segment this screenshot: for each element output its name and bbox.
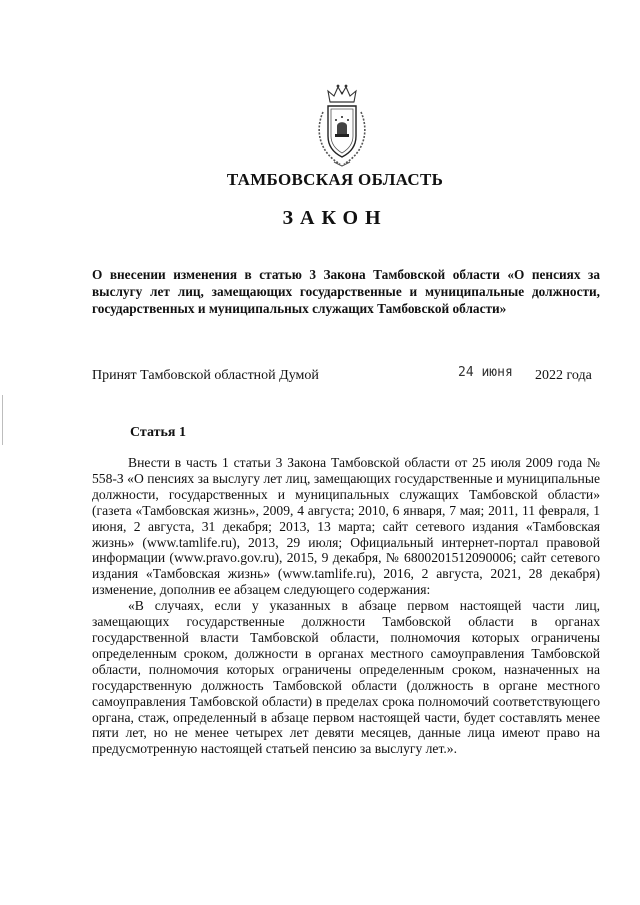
article-paragraph-1: Внести в часть 1 статьи 3 Закона Тамбовской области от 25 июля 2009 года № 558-З «О пенсиях за выслугу лет лиц, замещающих государственные и муниципальные должности, государственных и муниципальных служащих Тамбовской области» (газета «Тамбовская жизнь», 2009, 4 августа; 2010, 6 января, 7 мая; 2011, 11 февраля, 1 июня, 2 августа, 31 декабря; 2013, 13 марта; сайт сетевого издания «Тамбовская жизнь» (www.tamlife.ru), 2013, 29 июля; Официальный интернет-портал правовой информации (www.pravo.gov.ru), 2015, 9 декабря, № 6800201512090006; сайт сетевого издания «Тамбовская жизнь» (www.tamlife.ru), 2016, 2 августа, 2021, 28 декабря) изменение, дополнив ее абзацем следующего содержания: bbox=[92, 455, 600, 598]
adopted-by-text: Принят Тамбовской областной Думой bbox=[92, 368, 319, 383]
adoption-date: 24 июня bbox=[458, 365, 513, 380]
region-title: ТАМБОВСКАЯ ОБЛАСТЬ bbox=[226, 170, 444, 189]
law-title: О внесении изменения в статью 3 Закона Тамбовской области «О пенсиях за выслугу лет лиц, замещающих государственные и муниципальные должности, государственных и муниципальных служащих Тамбовской области» bbox=[92, 267, 600, 316]
article-paragraph-2: «В случаях, если у указанных в абзаце первом настоящей части лиц, замещающих государственные должности Тамбовской области в органах государственной власти Тамбовской области, полномочия которых ограничены определенным сроком, должности в органах местного самоуправления Тамбовской области, полномочия которых ограничены определенным сроком, назначенных на государственную должность Тамбовской области (должность в органе местного самоуправления Тамбовской области) в пределах срока полномочий соответствующего органа, стаж, определенный в абзаце первом настоящей части, будет составлять менее пяти лет, но не менее четырех лет девяти месяцев, данные лица имеют право на предусмотренную настоящей статьей пенсию за выслугу лет.». bbox=[92, 598, 600, 757]
scan-margin-mark bbox=[2, 395, 3, 445]
document-type: ЗАКОН bbox=[282, 207, 388, 229]
article-body bbox=[92, 455, 600, 757]
adoption-year: 2022 года bbox=[535, 368, 592, 383]
article-heading: Статья 1 bbox=[130, 425, 186, 440]
tambov-coat-of-arms-icon bbox=[310, 82, 374, 168]
